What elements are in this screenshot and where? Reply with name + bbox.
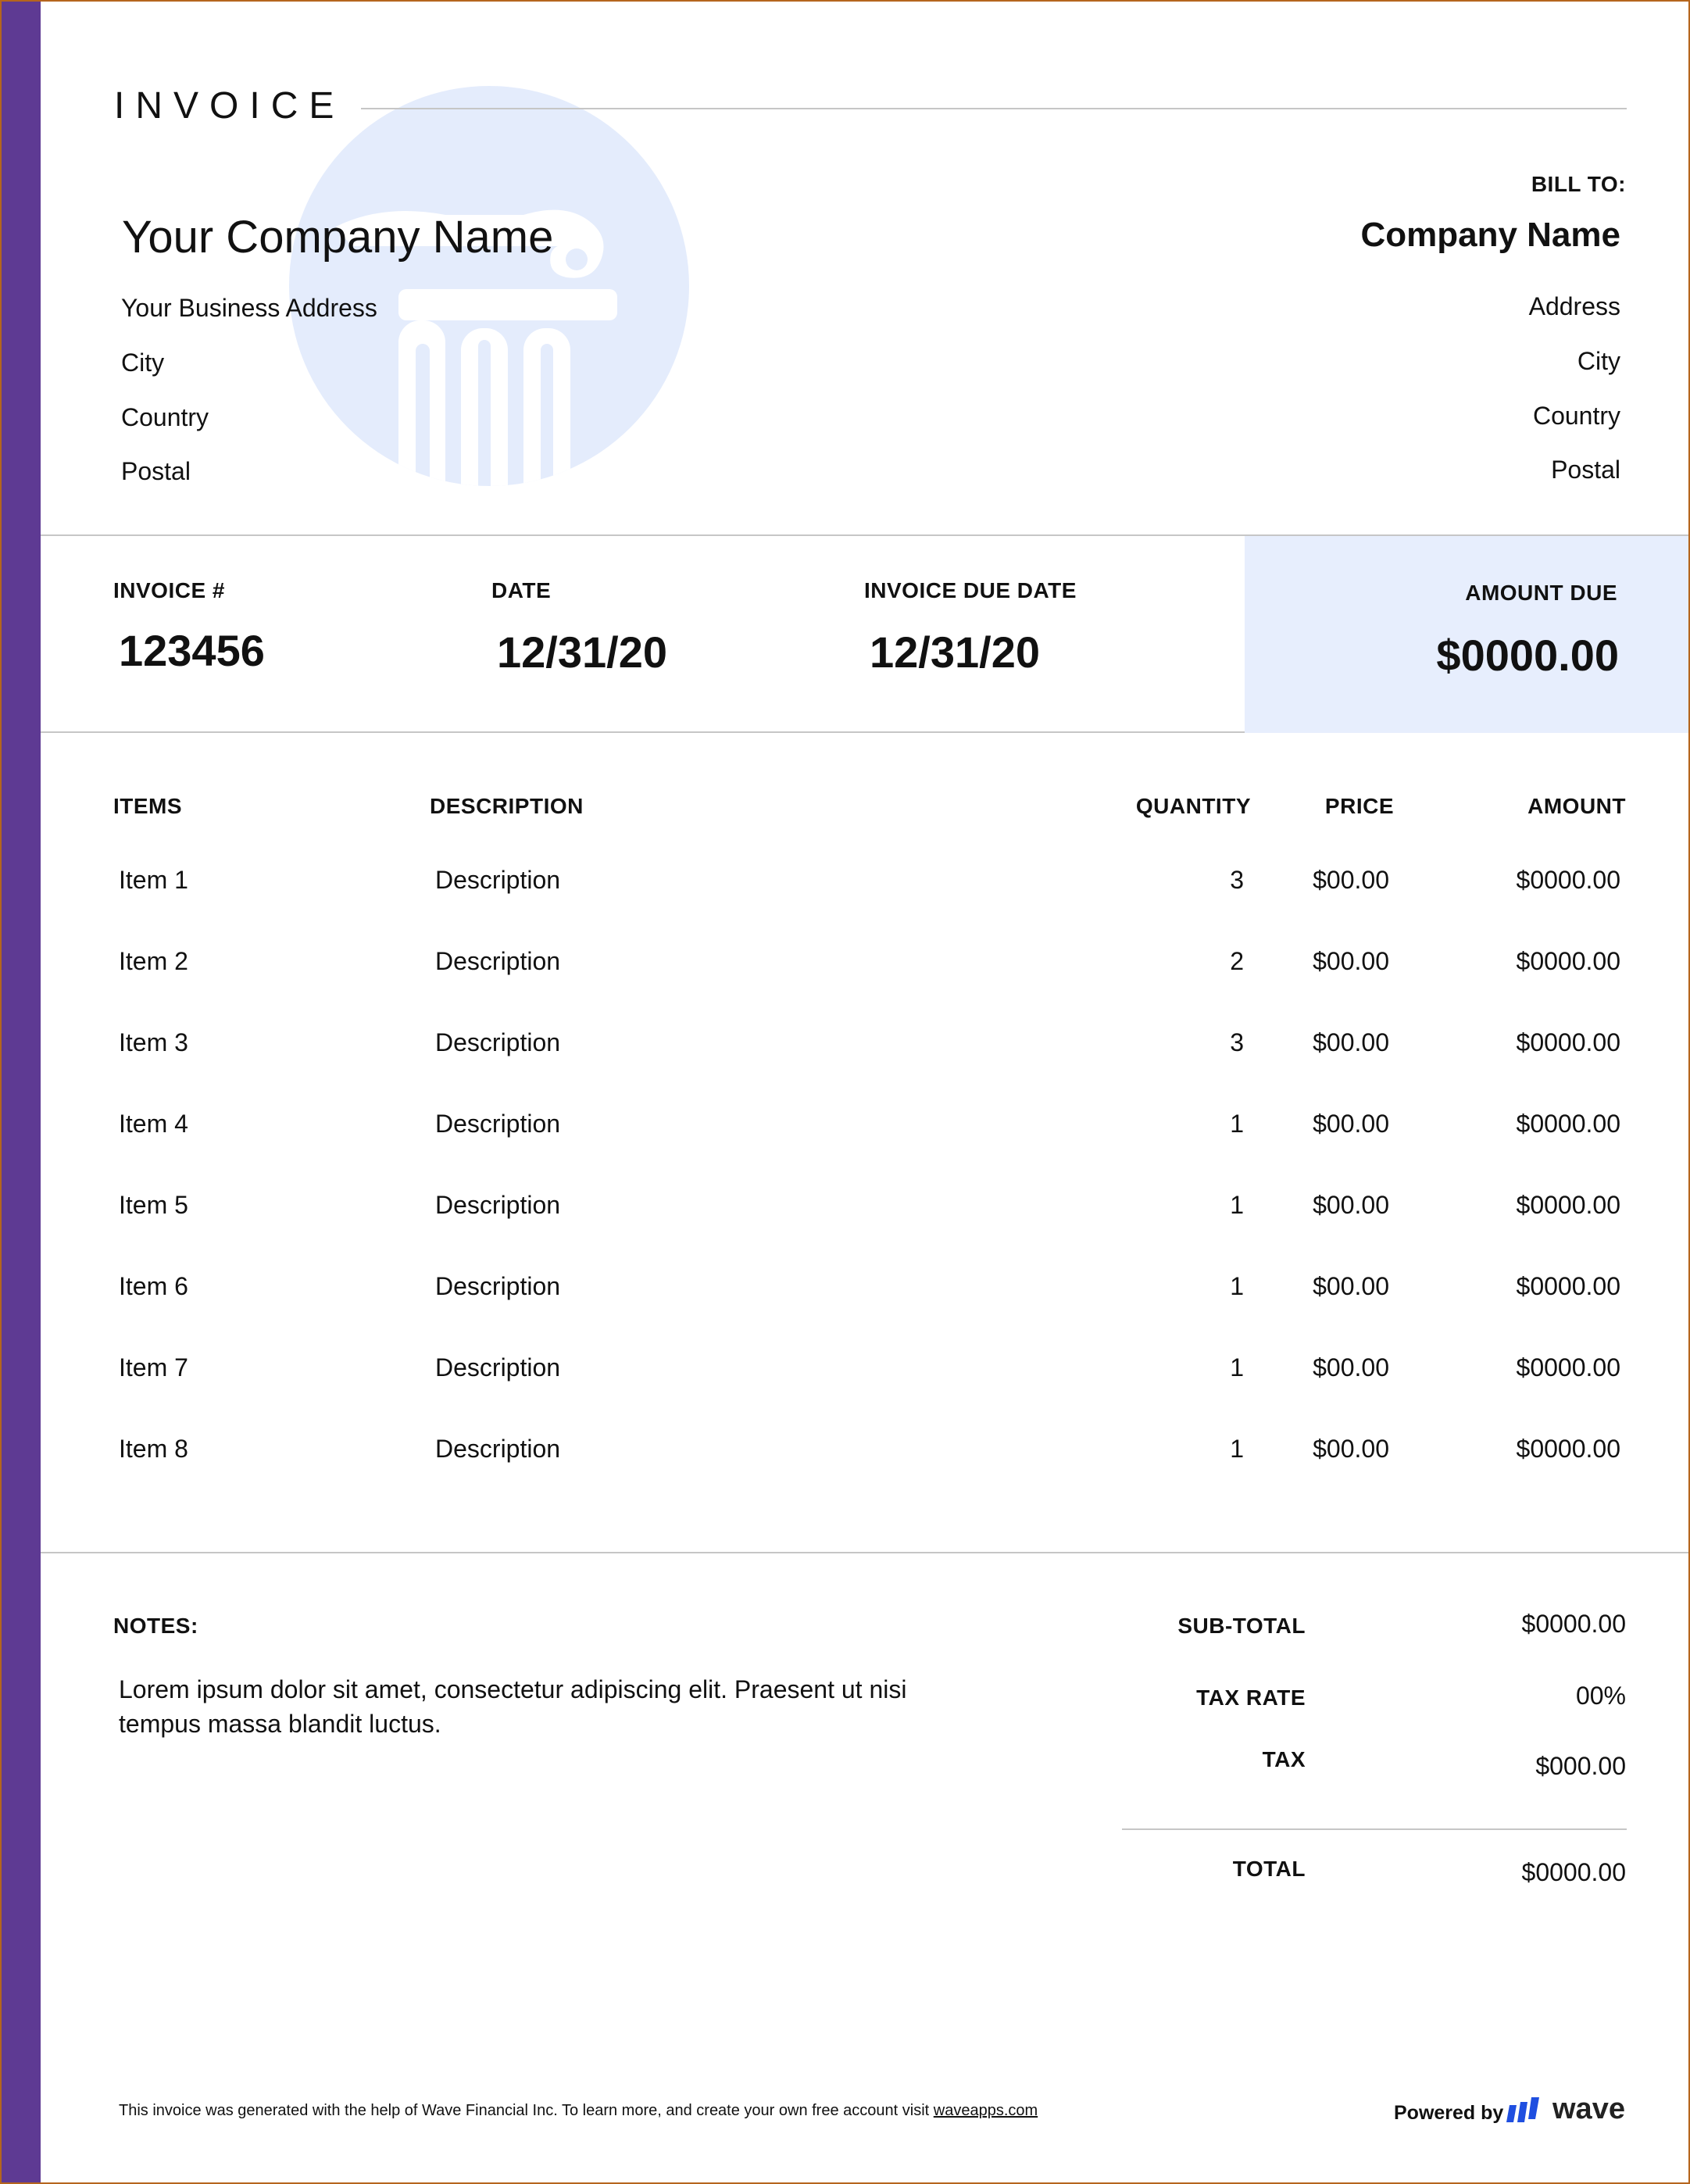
due-date-label: INVOICE DUE DATE xyxy=(864,578,1077,602)
tax-rate-value: 00% xyxy=(1575,1682,1626,1710)
due-date: 12/31/20 xyxy=(870,627,1040,677)
sender-address: Your Business Address xyxy=(121,294,377,322)
bill-to-company-name: Company Name xyxy=(1360,216,1620,254)
invoice-number-label: INVOICE # xyxy=(113,578,225,602)
amount-due-label: AMOUNT DUE xyxy=(1465,581,1617,605)
row-description: Description xyxy=(435,1028,561,1056)
row-quantity: 1 xyxy=(1230,1272,1244,1300)
waveapps-link[interactable]: waveapps.com xyxy=(933,2102,1038,2119)
row-quantity: 1 xyxy=(1230,1110,1244,1138)
notes-text: Lorem ipsum dolor sit amet, consectetur adipiscing elit. Praesent ut nisi tempus massa blandit luctus. xyxy=(119,1675,907,1738)
row-item: Item 6 xyxy=(119,1272,188,1300)
tax-rate-label: TAX RATE xyxy=(1196,1685,1306,1710)
accent-sidebar xyxy=(2,2,41,2182)
bill-to-label: BILL TO: xyxy=(1531,172,1626,196)
totals-rule xyxy=(1122,1828,1627,1830)
row-price: $00.00 xyxy=(1313,1191,1389,1219)
row-price: $00.00 xyxy=(1313,1435,1389,1463)
wave-brand: wave xyxy=(1552,2093,1625,2125)
row-amount: $0000.00 xyxy=(1516,1353,1620,1382)
row-description: Description xyxy=(435,947,561,975)
subtotal-value: $0000.00 xyxy=(1521,1610,1626,1638)
meta-bottom-rule xyxy=(41,731,1245,733)
title-rule xyxy=(361,108,1627,109)
subtotal-label: SUB-TOTAL xyxy=(1177,1614,1306,1638)
row-amount: $0000.00 xyxy=(1516,866,1620,894)
row-item: Item 3 xyxy=(119,1028,188,1056)
row-item: Item 8 xyxy=(119,1435,188,1463)
row-description: Description xyxy=(435,1191,561,1219)
row-price: $00.00 xyxy=(1313,1272,1389,1300)
row-price: $00.00 xyxy=(1313,866,1389,894)
row-quantity: 3 xyxy=(1230,1028,1244,1056)
row-quantity: 1 xyxy=(1230,1191,1244,1219)
bill-to-postal: Postal xyxy=(1551,456,1620,484)
row-item: Item 7 xyxy=(119,1353,188,1382)
row-quantity: 2 xyxy=(1230,947,1244,975)
row-description: Description xyxy=(435,1353,561,1382)
bill-to-address: Address xyxy=(1528,292,1620,320)
sender-postal: Postal xyxy=(121,457,191,485)
notes-label: NOTES: xyxy=(113,1614,198,1638)
footer-note xyxy=(119,2102,1038,2120)
row-item: Item 1 xyxy=(119,866,188,894)
bill-to-country: Country xyxy=(1532,402,1620,430)
row-amount: $0000.00 xyxy=(1516,1272,1620,1300)
sender-country: Country xyxy=(121,403,209,431)
sender-company-name: Your Company Name xyxy=(122,212,554,263)
row-item: Item 2 xyxy=(119,947,188,975)
row-amount: $0000.00 xyxy=(1516,1028,1620,1056)
company-logo-watermark xyxy=(289,86,689,486)
row-price: $00.00 xyxy=(1313,947,1389,975)
tax-label: TAX xyxy=(1262,1747,1306,1771)
invoice-number: 123456 xyxy=(119,626,265,675)
wave-logo-icon xyxy=(1506,2096,1545,2127)
row-quantity: 1 xyxy=(1230,1353,1244,1382)
row-quantity: 1 xyxy=(1230,1435,1244,1463)
invoice-date: 12/31/20 xyxy=(497,627,667,677)
row-price: $00.00 xyxy=(1313,1353,1389,1382)
amount-due-value: $0000.00 xyxy=(1436,631,1619,680)
bill-to-city: City xyxy=(1577,347,1620,375)
row-amount: $0000.00 xyxy=(1516,1435,1620,1463)
tax-value: $000.00 xyxy=(1535,1752,1626,1780)
row-item: Item 4 xyxy=(119,1110,188,1138)
col-header-amount: AMOUNT xyxy=(1527,794,1626,818)
row-price: $00.00 xyxy=(1313,1028,1389,1056)
total-label: TOTAL xyxy=(1232,1857,1306,1881)
table-bottom-rule xyxy=(41,1552,1688,1553)
powered-by-label: Powered by xyxy=(1394,2102,1504,2124)
footer-text: This invoice was generated with the help of Wave Financial Inc. To learn more, and create your own free account visit xyxy=(119,2102,930,2119)
row-description: Description xyxy=(435,866,561,894)
row-description: Description xyxy=(435,1110,561,1138)
col-header-quantity: QUANTITY xyxy=(1135,794,1251,818)
col-header-description: DESCRIPTION xyxy=(430,794,584,818)
col-header-items: ITEMS xyxy=(113,794,183,818)
sender-city: City xyxy=(121,349,165,377)
col-header-price: PRICE xyxy=(1324,794,1394,818)
row-description: Description xyxy=(435,1435,561,1463)
invoice-title: INVOICE xyxy=(114,85,345,127)
row-amount: $0000.00 xyxy=(1516,1191,1620,1219)
row-quantity: 3 xyxy=(1230,866,1244,894)
row-description: Description xyxy=(435,1272,561,1300)
row-price: $00.00 xyxy=(1313,1110,1389,1138)
row-amount: $0000.00 xyxy=(1516,947,1620,975)
row-amount: $0000.00 xyxy=(1516,1110,1620,1138)
date-label: DATE xyxy=(491,578,552,602)
total-value: $0000.00 xyxy=(1521,1858,1626,1886)
row-item: Item 5 xyxy=(119,1191,188,1219)
